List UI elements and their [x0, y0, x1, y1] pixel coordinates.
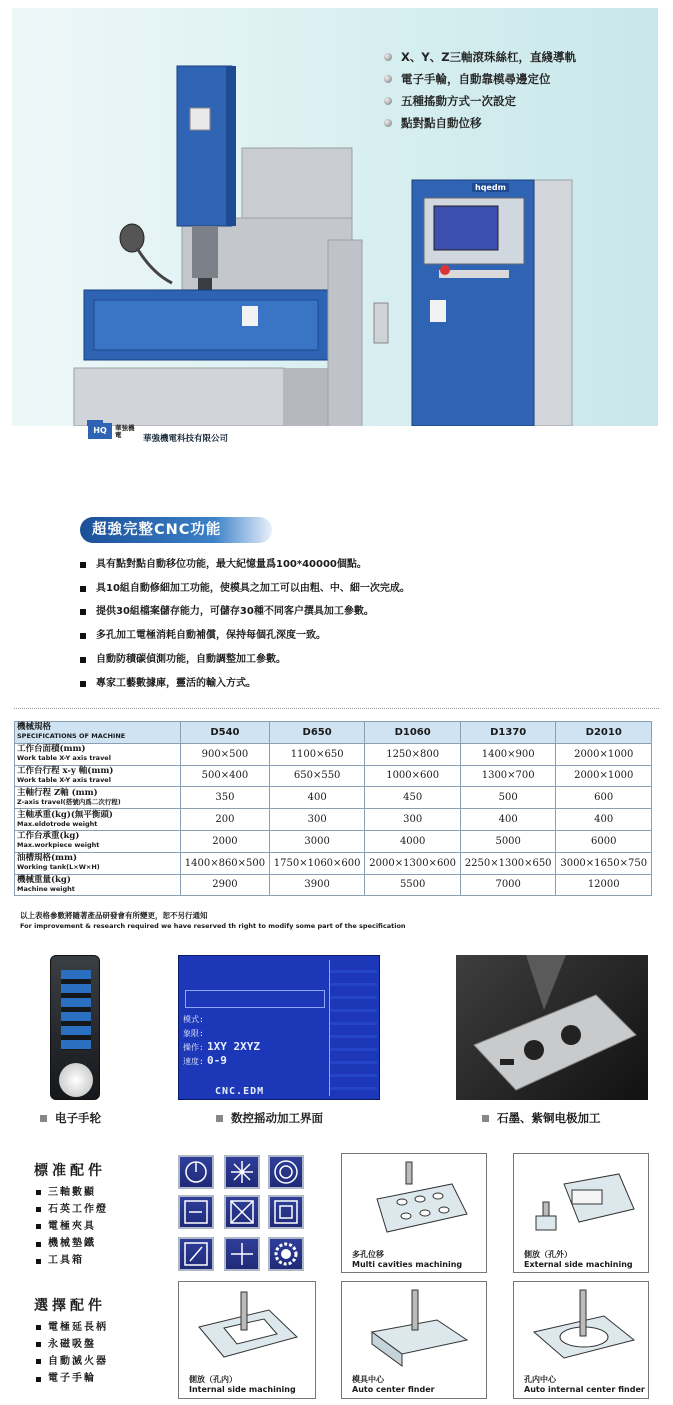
square-bullet-icon	[36, 1259, 41, 1264]
orbit-x-icon	[224, 1195, 260, 1229]
table-cell: 200	[181, 809, 270, 831]
table-cell: 5000	[460, 830, 556, 852]
orbit-spiral-icon	[268, 1155, 304, 1189]
feature-item: 五種搖動方式一次設定	[384, 90, 576, 112]
diagram-label: 側放（孔内） Internal side machining	[189, 1375, 296, 1394]
table-cell: 6000	[556, 830, 652, 852]
orbit-gear-icon	[268, 1237, 304, 1271]
list-item: 具10組自動修細加工功能，使模具之加工可以由粗、中、細一次完成。	[80, 577, 410, 601]
table-row	[15, 765, 652, 787]
list-item: 電極延長柄	[36, 1319, 108, 1336]
table-cell: 400	[460, 809, 556, 831]
table-row	[15, 743, 652, 765]
square-bullet-icon	[80, 633, 86, 639]
table-row	[15, 830, 652, 852]
table-cell: 2250×1300×650	[460, 852, 556, 874]
list-item: 專家工藝數據庫，靈活的輸入方式。	[80, 672, 410, 696]
square-bullet-icon	[36, 1325, 41, 1330]
table-cell: 12000	[556, 874, 652, 896]
feature-item: 點對點自動位移	[384, 112, 576, 134]
square-bullet-icon	[36, 1207, 41, 1212]
handwheel-buttons-icon	[61, 970, 91, 1050]
table-cell: 4000	[365, 830, 461, 852]
row-label: 工作台承重(kg) Max.workpiece weight	[15, 830, 181, 852]
bullet-dot-icon	[384, 119, 392, 127]
list-item: 永磁吸盤	[36, 1336, 108, 1353]
table-cell: 2000×1000	[556, 765, 652, 787]
table-cell: 2000×1300×600	[365, 852, 461, 874]
table-cell: 450	[365, 787, 461, 809]
cnc-section-title: 超強完整CNC功能	[80, 517, 272, 543]
diagram-label: 多孔位移 Multi cavities machining	[352, 1250, 463, 1269]
photo-caption: 数控摇动加工界面	[216, 1110, 323, 1126]
table-cell: 5500	[365, 874, 461, 896]
list-item: 自動滅火器	[36, 1353, 108, 1370]
list-item: 三軸數顯	[36, 1184, 108, 1201]
screen-label: 模式:	[183, 1015, 204, 1024]
cnc-screen-photo	[178, 955, 380, 1100]
standard-accessories-title: 標准配件	[34, 1163, 106, 1179]
feature-list	[384, 46, 576, 134]
photo-caption: 电子手轮	[40, 1110, 101, 1126]
screen-label: 象限:	[183, 1029, 204, 1038]
square-bullet-icon	[80, 609, 86, 615]
screen-side-menu	[329, 960, 377, 1096]
row-label: 油槽規格(mm) Working tank(L×W×H)	[15, 852, 181, 874]
internal-center-diagram	[514, 1282, 650, 1372]
feature-item: X、Y、Z三軸滾珠絲杠，直綫導軌	[384, 46, 576, 68]
screen-modes: 1XY 2XYZ	[207, 1040, 260, 1053]
square-bullet-icon	[216, 1115, 223, 1122]
model-header: D1060	[365, 722, 461, 744]
table-cell: 1400×860×500	[181, 852, 270, 874]
square-bullet-icon	[482, 1115, 489, 1122]
orbit-diamond-icon	[178, 1237, 214, 1271]
optional-accessories-list	[36, 1319, 108, 1388]
feature-item: 電子手輪，自動靠模尋邊定位	[384, 68, 576, 90]
orbit-nested-square-icon	[268, 1195, 304, 1229]
multi-cavity-diagram	[342, 1154, 488, 1244]
machine-brand-label: 華強機電	[115, 424, 135, 439]
list-item: 自動防積碳偵測功能，自動調整加工參數。	[80, 648, 410, 672]
table-cell: 3900	[269, 874, 365, 896]
table-cell: 400	[269, 787, 365, 809]
diagram-label: 模具中心 Auto center finder	[352, 1375, 435, 1394]
note-cn: 以上表格參數將隨著產品研發會有所變更，恕不另行通知	[20, 911, 208, 920]
internal-side-diagram	[179, 1282, 317, 1372]
list-item: 電極夾具	[36, 1218, 108, 1235]
table-cell: 1250×800	[365, 743, 461, 765]
screen-brand: CNC.EDM	[215, 1086, 265, 1097]
square-bullet-icon	[40, 1115, 47, 1122]
diagram-internal-side	[178, 1281, 316, 1399]
cabinet-brand-label: 華強機電	[432, 442, 451, 456]
table-cell: 2900	[181, 874, 270, 896]
diagram-internal-center-finder	[513, 1281, 649, 1399]
orbit-square-arrow-icon	[178, 1195, 214, 1229]
table-cell: 350	[181, 787, 270, 809]
table-cell: 1000×600	[365, 765, 461, 787]
note-en: For improvement & research required we have reserved th right to modify some part of the specification	[20, 922, 406, 930]
screen-label: 速度:	[183, 1057, 204, 1066]
model-header: D2010	[556, 722, 652, 744]
table-header-row	[15, 722, 652, 744]
square-bullet-icon	[36, 1359, 41, 1364]
bullet-dot-icon	[384, 75, 392, 83]
square-bullet-icon	[36, 1342, 41, 1347]
row-label: 機械重量(kg) Machine weight	[15, 874, 181, 896]
handwheel-dial-icon	[59, 1063, 93, 1097]
table-cell: 3000×1650×750	[556, 852, 652, 874]
table-cell: 1750×1060×600	[269, 852, 365, 874]
orbit-star-icon	[224, 1155, 260, 1189]
standard-accessories-list	[36, 1184, 108, 1270]
machine-logo	[88, 423, 112, 439]
list-item: 石英工作燈	[36, 1201, 108, 1218]
square-bullet-icon	[36, 1190, 41, 1195]
spec-table	[14, 721, 652, 896]
square-bullet-icon	[80, 586, 86, 592]
table-cell: 600	[556, 787, 652, 809]
table-row	[15, 809, 652, 831]
list-item: 提供30組檔案儲存能力，可儲存30種不同客户撰具加工參數。	[80, 601, 410, 625]
row-label: 工作台面積(mm) Work table X-Y axis travel	[15, 743, 181, 765]
model-header: D540	[181, 722, 270, 744]
optional-accessories-title: 選擇配件	[34, 1298, 106, 1314]
spec-note	[20, 910, 406, 932]
list-item: 具有點對點自動移位功能，最大紀憶量爲100*40000個點。	[80, 553, 410, 577]
table-cell: 300	[365, 809, 461, 831]
table-row	[15, 787, 652, 809]
list-item: 工具箱	[36, 1253, 108, 1270]
diagram-multi-cavities	[341, 1153, 487, 1273]
section-divider	[14, 708, 659, 709]
table-cell: 650×550	[269, 765, 365, 787]
table-row	[15, 874, 652, 896]
model-header: D1370	[460, 722, 556, 744]
diagram-external-side	[513, 1153, 649, 1273]
machine-company-name: 華強機電科技有限公司	[143, 434, 229, 444]
table-cell: 1400×900	[460, 743, 556, 765]
table-cell: 3000	[269, 830, 365, 852]
square-bullet-icon	[36, 1377, 41, 1382]
bullet-dot-icon	[384, 53, 392, 61]
cnc-function-list	[80, 553, 410, 696]
diagram-label: 側放（孔外） External side machining	[524, 1250, 633, 1269]
table-cell: 7000	[460, 874, 556, 896]
table-cell: 500×400	[181, 765, 270, 787]
list-item: 機械墊鐵	[36, 1236, 108, 1253]
electrode-workpiece-illustration	[456, 955, 648, 1100]
orbit-cross-arrow-icon	[224, 1237, 260, 1271]
row-label: 主軸承重(kg)(無平衡頭) Max.eldotrode weight	[15, 809, 181, 831]
bullet-dot-icon	[384, 97, 392, 105]
photo-caption: 石墨、紫铜电极加工	[482, 1110, 601, 1126]
square-bullet-icon	[36, 1242, 41, 1247]
external-side-diagram	[514, 1154, 650, 1244]
diagram-label: 孔内中心 Auto internal center finder	[524, 1375, 645, 1394]
table-cell: 300	[269, 809, 365, 831]
table-cell: 1100×650	[269, 743, 365, 765]
square-bullet-icon	[80, 562, 86, 568]
electrode-photo	[456, 955, 648, 1100]
list-item: 多孔加工電極消耗自動補償，保持每個孔深度一致。	[80, 624, 410, 648]
row-label: 主軸行程 Z軸 (mm) Z-axis travel(搭號内爲二次行程)	[15, 787, 181, 809]
table-cell: 500	[460, 787, 556, 809]
list-item: 電子手輪	[36, 1371, 108, 1388]
square-bullet-icon	[36, 1224, 41, 1229]
screen-grid	[185, 990, 325, 1008]
diagram-auto-center-finder	[341, 1281, 487, 1399]
handwheel-photo	[50, 955, 100, 1100]
square-bullet-icon	[80, 681, 86, 687]
square-bullet-icon	[80, 657, 86, 663]
table-cell: 400	[556, 809, 652, 831]
screen-label: 操作:	[183, 1043, 204, 1052]
logo-text: HQ	[93, 426, 107, 435]
table-cell: 900×500	[181, 743, 270, 765]
table-row	[15, 852, 652, 874]
orbit-circle-icon	[178, 1155, 214, 1189]
table-cell: 2000×1000	[556, 743, 652, 765]
screen-speed: 0-9	[207, 1054, 227, 1067]
cabinet-brand-badge: hqedm	[472, 183, 509, 192]
model-header: D650	[269, 722, 365, 744]
spec-header-cell: 機械規格 SPECIFICATIONS OF MACHINE	[15, 722, 181, 744]
auto-center-diagram	[342, 1282, 488, 1372]
row-label: 工作台行程 x-y 軸(mm) Work table X-Y axis travel	[15, 765, 181, 787]
table-cell: 1300×700	[460, 765, 556, 787]
cabinet-company-name: 華強機電科技有限公司	[456, 445, 526, 453]
table-cell: 2000	[181, 830, 270, 852]
